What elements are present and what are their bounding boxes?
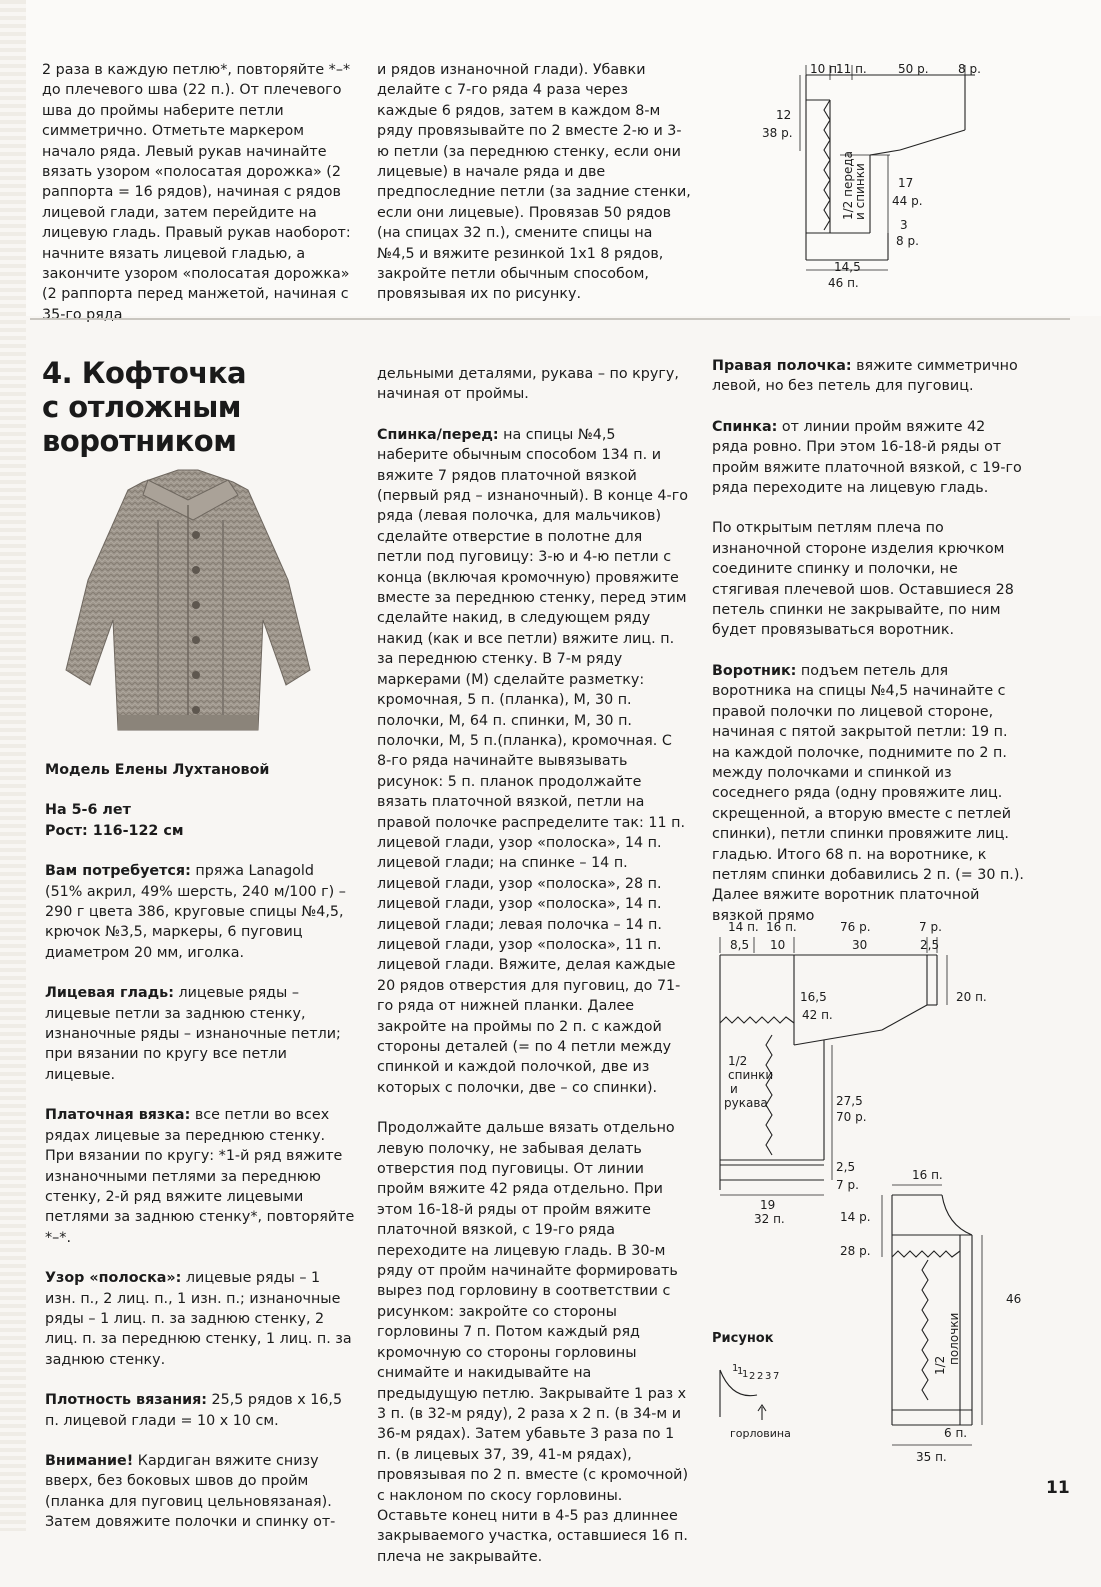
body-label-27-5: 27,5 [836, 1094, 863, 1108]
body-label-10: 10 [770, 938, 786, 952]
article-column-2 [377, 364, 689, 1587]
sleeve-label-17: 17 [898, 176, 914, 190]
right-front-text: вяжите симметрично левой, но без петель для пуговиц. [712, 358, 1018, 395]
stockinette-label: Лицевая гладь: [45, 985, 174, 1002]
sleeve-label-38r: 38 р. [762, 126, 793, 140]
title-line-1: 4. Кофточка [42, 356, 247, 390]
page-edge-texture [0, 0, 26, 1531]
stripe-text: лицевые ряды – 1 изн. п., 2 лиц. п., 1 изн. п.; изнаночные ряды – 1 лиц. п. за заднюю стенку, 2 лиц. п. за переднюю стенку, 1 лиц. п. за заднюю стенку. [45, 1270, 352, 1368]
gauge-text: 25,5 рядов х 16,5 п. лицевой глади = 10 х 10 см. [45, 1392, 343, 1429]
sleeve-schematic-diagram [740, 55, 1000, 295]
body-label-and: и [730, 1082, 738, 1096]
age-line: На 5-6 лет [45, 802, 131, 819]
title-line-3: воротником [42, 424, 237, 458]
back-paragraph [712, 417, 1024, 499]
body-label-7r-bottom: 7 р. [836, 1178, 859, 1192]
article-column-3 [712, 356, 1024, 946]
sleeve-label-44r: 44 р. [892, 194, 923, 208]
front-label-16p: 16 п. [912, 1168, 943, 1182]
front-label-14r: 14 р. [840, 1210, 871, 1224]
collar-label: Воротник: [712, 662, 797, 679]
body-label-16p: 16 п. [766, 920, 797, 934]
back-text: от линии пройм вяжите 42 ряда ровно. При этом 16-18-й ряды от пройм вяжите платочной вязкой, с 19-го ряда переходите на лицевую гладь. [712, 418, 1022, 497]
body-label-half: 1/2 [728, 1054, 748, 1068]
front-label-46: 46 [1006, 1292, 1022, 1306]
body-label-70r: 70 р. [836, 1110, 867, 1124]
body-label-14p: 14 п. [728, 920, 759, 934]
back-front-label: Спинка/перед: [377, 426, 499, 443]
sleeve-label-14-5: 14,5 [834, 260, 861, 274]
garter-label: Платочная вязка: [45, 1107, 191, 1124]
seq-6: 3 [765, 1371, 772, 1382]
title-line-2: с отложным [42, 390, 242, 424]
attention-paragraph [45, 1451, 355, 1533]
body-label-back: спинки [728, 1068, 774, 1082]
neckline-figure [712, 1325, 832, 1445]
front-label-front: полочки [947, 1312, 961, 1365]
article-title [42, 356, 246, 458]
collar-paragraph [712, 661, 1024, 926]
right-front-label: Правая полочка: [712, 358, 852, 374]
section-divider [30, 318, 1070, 320]
front-label-28r: 28 р. [840, 1244, 871, 1258]
front-label-half: 1/2 [933, 1355, 947, 1375]
sleeve-label-46p: 46 п. [828, 276, 859, 290]
cardigan-photo [48, 460, 328, 740]
body-label-32p: 32 п. [754, 1212, 785, 1225]
seq-3: 1 [742, 1369, 749, 1380]
front-schematic-diagram [832, 1165, 1052, 1475]
continuation-text: дельными деталями, рукава – по кругу, начиная от проймы. [377, 366, 679, 403]
body-label-7r: 7 р. [919, 920, 942, 934]
body-label-sleeve: рукава [724, 1096, 768, 1110]
body-label-42p: 42 п. [802, 1008, 833, 1022]
attention-label: Внимание! [45, 1452, 134, 1469]
figure-title: Рисунок [712, 1331, 774, 1346]
garter-paragraph [45, 1105, 355, 1248]
gauge-paragraph [45, 1390, 355, 1431]
sleeve-label-and-back: и спинки [853, 163, 867, 220]
gauge-label: Плотность вязания: [45, 1392, 207, 1409]
height-line: Рост: 116-122 см [45, 822, 184, 839]
body-label-2-5-bottom: 2,5 [836, 1160, 856, 1174]
body-label-2-5: 2,5 [920, 938, 940, 952]
sleeve-label-12: 12 [776, 108, 792, 122]
back-front-paragraph [377, 425, 689, 1098]
sleeve-label-10p: 10 п. [810, 62, 841, 76]
body-label-20p: 20 п. [956, 990, 987, 1004]
sleeve-label-8r: 8 р. [958, 62, 981, 76]
collar-text: подъем петель для воротника на спицы №4,5 начинайте с правой полочки по лицевой стороне, начиная с пятой закрытой петли: 19 п. на каждой полочке, поднимите по 2 п. между полочками и спинкой из соседнего ряда (одну провяжите лиц. скрещенной, а вторую вместе с петлей спинки), петли спинки провяжите лиц. гладью. Итого 68 п. на воротнике, к петлям спинки добавились 2 п. (= 30 п.). Далее вяжите воротник платочной вязкой прямо [712, 662, 1024, 924]
top-column-1 [42, 60, 360, 325]
sleeve-label-half-front: 1/2 переда [841, 150, 855, 220]
figure-caption: горловина [730, 1427, 791, 1440]
body-label-30: 30 [852, 938, 868, 952]
seq-2: 1 [737, 1366, 744, 1377]
seq-7: 7 [773, 1371, 780, 1382]
garter-text: все петли во всех рядах лицевые за переднюю стенку. При вязании по кругу: *1-й ряд вяжите изнаночными петлями за переднюю стенку, 2-й ряд вяжите лицевыми петлями за заднюю стенку*, повторяйте *–*. [45, 1107, 355, 1246]
join-paragraph: По открытым петлям плеча по изнаночной стороне изделия крючком соедините спинку и полочки, не стягивая плечевой шов. Оставшиеся 28 петель спинки не закрывайте, по ним будет провязываться воротник. [712, 520, 1014, 639]
front-label-35p: 35 п. [916, 1450, 947, 1464]
seq-4: 2 [749, 1371, 756, 1382]
stockinette-paragraph [45, 983, 355, 1085]
seq-1: 1 [732, 1363, 739, 1374]
body-label-76r: 76 р. [840, 920, 871, 934]
article-column-1 [45, 760, 355, 1553]
body-label-16-5: 16,5 [800, 990, 827, 1004]
front-label-6p: 6 п. [944, 1426, 968, 1440]
stockinette-text: лицевые ряды – лицевые петли за заднюю стенку, изнаночные ряды – изнаночные петли; при вязании по кругу все петли лицевые. [45, 985, 341, 1083]
sleeve-label-3: 3 [900, 218, 908, 232]
materials-text: пряжа Lanagold (51% акрил, 49% шерсть, 240 м/100 г) – 290 г цвета 386, круговые спицы №4,5, крючок №3,5, маркеры, 6 пуговиц диаметром 20 мм, иголка. [45, 863, 346, 961]
materials-label: Вам потребуется: [45, 863, 191, 880]
stripe-label: Узор «полоска»: [45, 1270, 182, 1287]
back-label: Спинка: [712, 418, 778, 435]
materials-paragraph [45, 861, 355, 963]
body-label-8-5: 8,5 [730, 938, 750, 952]
left-front-paragraph: Продолжайте дальше вязать отдельно левую полочку, не забывая делать отверстия под пуговицы. От линии пройм вяжите 42 ряда отдельно. При этом 16-18-й ряды от пройм вяжите платочной вязкой, с 19-го ряда переходите на лицевую гладь. В 30-м ряду от пройм начинайте формировать вырез под горловину в соответствии с рисунком: закройте со стороны горловины 7 п. Потом каждый ряд кромочную со стороны горловины снимайте и накидывайте на предыдущую петлю. Закрывайте 1 раз х 3 п. (в 32-м ряду), 2 раза х 2 п. (в 34-м и 36-м рядах). Затем убавьте 3 раза по 1 п. (в лицевых 37, 39, 41-м рядах), провязывая по 2 п. вместе (с кромочной) с наклоном по скосу горловины. Оставьте конец нити в 4-5 раз длиннее закрываемого участка, оставшиеся 16 п. плеча не закрывайте. [377, 1120, 689, 1565]
body-label-19: 19 [760, 1198, 776, 1212]
top-text-1: 2 раза в каждую петлю*, повторяйте *–* до плечевого шва (22 п.). От плечевого шва до проймы наберите петли симметрично. Отметьте маркером начало ряда. Левый рукав начинайте вязать узором «полосатая дорожка» (2 раппорта = 16 рядов), начиная с рядов лицевой глади, затем перейдите на лицевую гладь. Правый рукав наоборот: начните вязать лицевой гладью, а закончите узором «полосатая дорожка» (2 раппорта перед манжетой, начиная с 35-го ряда [42, 62, 351, 323]
sleeve-label-8r-bottom: 8 р. [896, 234, 919, 248]
sleeve-label-50r: 50 р. [898, 62, 929, 76]
page-number: 11 [1046, 1478, 1070, 1498]
back-front-text: на спицы №4,5 наберите обычным способом 134 п. и вяжите 7 рядов платочной вязкой (первый ряд – изнаночный). В конце 4-го ряда (левая полочка, для мальчиков) сделайте отверстие в полотне для петли под пуговицу: 3-ю и 4-ю петли с конца (включая кромочную) провяжите вместе за переднюю стенку, перед этим сделайте накид, в следующем ряду накид (как и все петли) вяжите лиц. п. за переднюю стенку. В 7-м ряду маркерами (М) сделайте разметку: кромочная, 5 п. (планка), М, 30 п. полочки, М, 64 п. спинки, М, 30 п. полочки, М, 5 п.(планка), кромочная. С 8-го ряда начинайте вывязывать рисунок: 5 п. планок продолжайте вязать платочной вязкой, петли на правой полочке распределите так: 11 п. лицевой глади, узор «полоска», 14 п. лицевой глади; на спинке – 14 п. лицевой глади, узор «полоска», 28 п. лицевой глади, узор «полоска», 14 п. лицевой глади; левая полочка – 14 п. лицевой глади, узор «полоска», 11 п. лицевой глади. Вяжите, делая каждые 20 рядов отверстия для пуговиц, до 71-го ряда от нижней планки. Далее закройте на проймы по 2 п. с каждой стороны деталей (= по 4 петли между спинкой и каждой полочкой, две из которых с полочки, две – со спинки). [377, 426, 688, 1096]
top-text-2: и рядов изнаночной глади). Убавки делайте с 7-го ряда 4 раза через каждые 6 рядов, затем в каждом 8-м ряду провязывайте по 2 вместе 2-ю и 3-ю петли (за переднюю стенку, если они лицевые) в начале ряда и две предпоследние петли (за задние стенки, если они лицевые). Провязав 50 рядов (на спицах 32 п.), смените спицы на №4,5 и вяжите резинкой 1х1 8 рядов, закройте петли обычным способом, провязывая их по рисунку. [377, 62, 691, 303]
model-credit: Модель Елены Лухтановой [45, 762, 270, 778]
attention-text: Кардиган вяжите снизу вверх, без боковых швов до пройм (планка для пуговиц цельновязаная). Затем довяжите полочки и спинку от- [45, 1452, 336, 1531]
top-column-2 [377, 60, 692, 305]
right-front-paragraph [712, 356, 1024, 397]
stripe-paragraph [45, 1268, 355, 1370]
sleeve-label-11p: 11 п. [836, 62, 867, 76]
seq-5: 2 [757, 1371, 764, 1382]
